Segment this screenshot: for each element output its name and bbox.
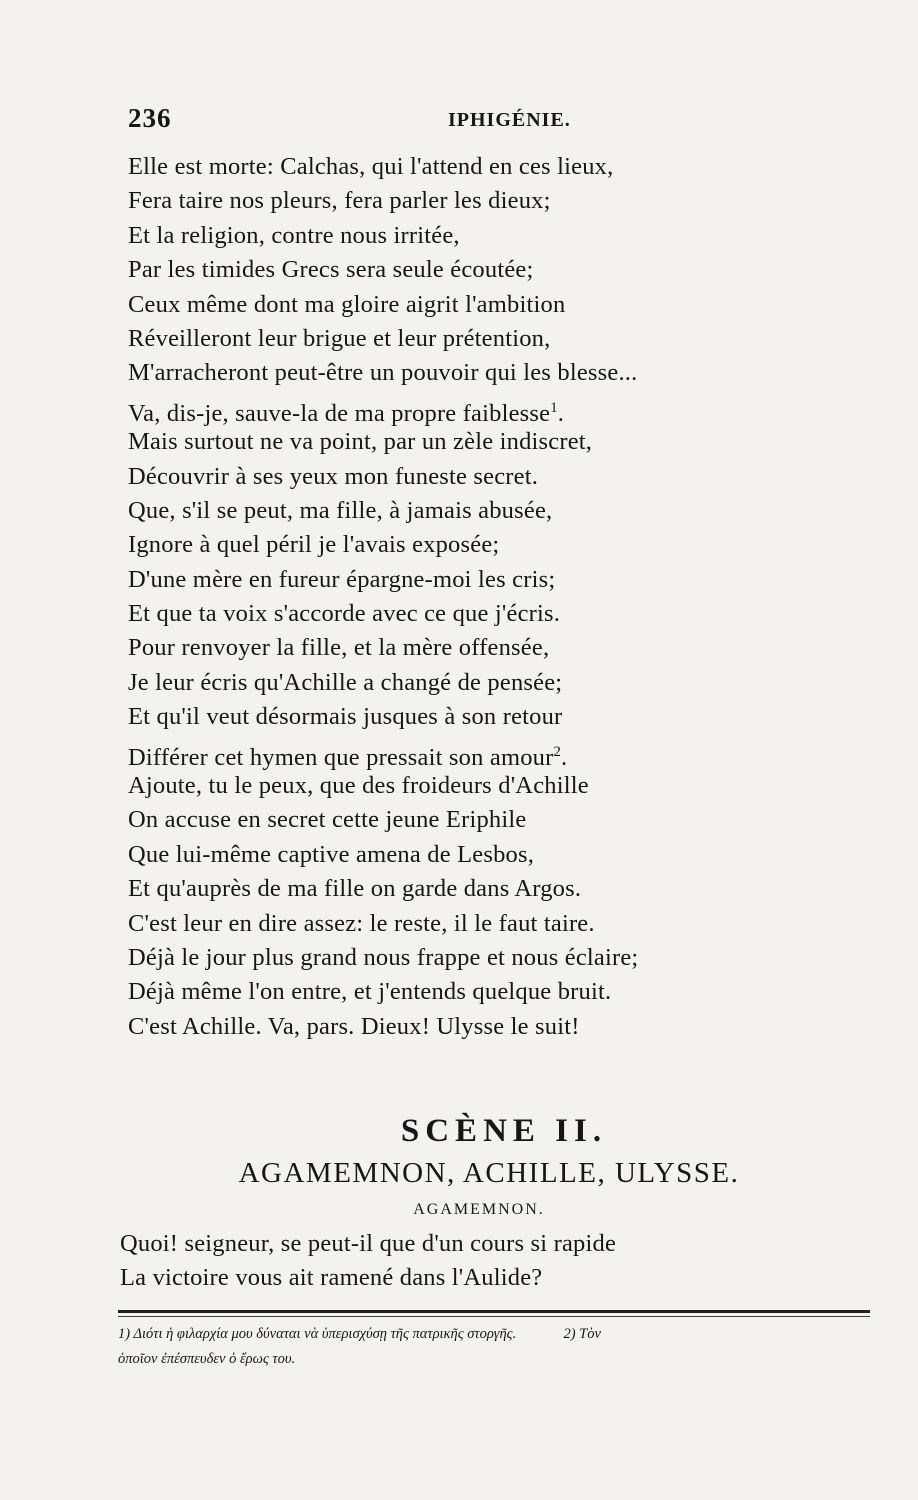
verse-line: M'arracheront peut-être un pouvoir qui les blesse... <box>128 359 638 387</box>
verse-line: Que, s'il se peut, ma fille, à jamais abusée, <box>128 496 553 524</box>
footnote-rule <box>118 1310 870 1313</box>
verse-line: Déjà même l'on entre, et j'entends quelque bruit. <box>128 978 612 1006</box>
verse-line: Que lui-même captive amena de Lesbos, <box>128 840 535 868</box>
verse-line: Et la religion, contre nous irritée, <box>128 221 460 249</box>
footnote-2-marker: 2) <box>563 1326 576 1342</box>
page-number: 236 <box>128 103 172 133</box>
verse-line: Elle est morte: Calchas, qui l'attend en ces lieux, <box>128 153 614 180</box>
footnote-2-text-end: ὁποῖον ἐπέσπευδεν ὁ ἔρως του. <box>118 1351 296 1367</box>
verse-line: Je leur écris qu'Achille a changé de pensée; <box>128 668 563 696</box>
verse-line: Et qu'il veut désormais jusques à son retour <box>128 703 563 731</box>
scene-heading: SCÈNE II. <box>400 1113 608 1149</box>
footnote-2-text-start: Τὸν <box>579 1326 601 1342</box>
footnotes <box>118 1322 878 1372</box>
verse-line: La victoire vous ait ramené dans l'Aulide? <box>120 1264 543 1292</box>
verse-line: On accuse en secret cette jeune Eriphile <box>128 806 527 834</box>
verse-line: Fera taire nos pleurs, fera parler les dieux; <box>128 187 551 215</box>
footnote-rule-thin <box>118 1316 870 1317</box>
verse-line: Découvrir à ses yeux mon funeste secret. <box>128 462 539 490</box>
verse-line: Ajoute, tu le peux, que des froideurs d'Achille <box>128 772 589 800</box>
verse-line: Par les timides Grecs sera seule écoutée; <box>128 256 534 284</box>
scene-verse-block <box>120 1227 800 1296</box>
footnote-1-marker: 1) <box>118 1326 131 1342</box>
scene-characters: AGAMEMNON, ACHILLE, ULYSSE. <box>238 1157 740 1189</box>
verse-line: Déjà le jour plus grand nous frappe et nous éclaire; <box>128 943 639 971</box>
verse-line: Mais surtout ne va point, par un zèle indiscret, <box>128 428 593 456</box>
verse-line: Différer cet hymen que pressait son amour$^2$. <box>128 743 568 771</box>
verse-line: C'est Achille. Va, pars. Dieux! Ulysse le suit! <box>128 1012 580 1040</box>
verse-line: D'une mère en fureur épargne-moi les cris; <box>128 565 556 593</box>
verse-line: Réveilleront leur brigue et leur prétention, <box>128 324 551 352</box>
verse-line: Et qu'auprès de ma fille on garde dans Argos. <box>128 875 582 903</box>
page-header <box>128 103 748 139</box>
speaker-name: AGAMEMNON. <box>413 1201 545 1218</box>
verse-line: Pour renvoyer la fille, et la mère offensée, <box>128 634 550 662</box>
verse-text: Va, dis-je, sauve-la de ma propre faiblesse <box>128 399 551 427</box>
verse-line: Quoi! seigneur, se peut-il que d'un cours si rapide <box>120 1230 617 1257</box>
footnote-1-text: Διότι ἡ φιλαρχία μου δύναται νὰ ὑπερισχύσῃ τῆς πατρικῆς στοργῆς. <box>133 1326 517 1342</box>
verse-text: Différer cet hymen que pressait son amour <box>128 743 554 771</box>
verse-line: Ceux même dont ma gloire aigrit l'ambition <box>128 290 566 318</box>
verse-block <box>128 150 788 1044</box>
footnote-line <box>118 1322 878 1347</box>
footnote-line <box>118 1347 878 1372</box>
footnote-marker: 1 <box>550 399 558 416</box>
verse-line: Va, dis-je, sauve-la de ma propre faiblesse$^1$. <box>128 399 565 427</box>
verse-line: Ignore à quel péril je l'avais exposée; <box>128 531 500 559</box>
verse-line: C'est leur en dire assez: le reste, il le faut taire. <box>128 909 595 937</box>
running-title: IPHIGÉNIE. <box>448 109 571 131</box>
verse-line: Et que ta voix s'accorde avec ce que j'écris. <box>128 600 561 628</box>
footnote-marker: 2 <box>553 743 562 760</box>
